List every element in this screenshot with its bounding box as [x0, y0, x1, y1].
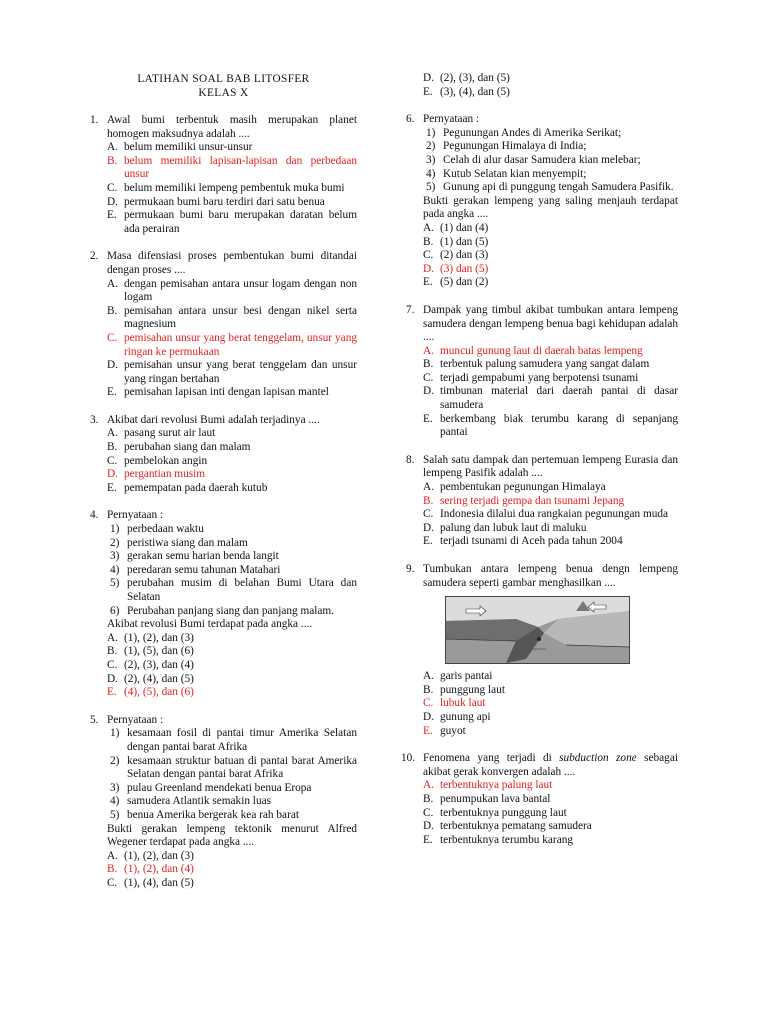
question-stem-text: Tumbukan antara lempeng benua dengn lempeng samudera seperti gambar menghasilkan .... — [423, 563, 678, 589]
question-stem — [423, 454, 678, 481]
answer-option[interactable] — [423, 820, 678, 834]
option-text: perubahan siang dan malam — [124, 441, 251, 454]
subduction-diagram-svg — [446, 597, 629, 663]
answer-option[interactable] — [107, 305, 357, 332]
statement-label: 5) — [426, 181, 436, 194]
question-stem — [423, 752, 678, 779]
statement-text: perubahan musim di belahan Bumi Utara dan Selatan — [127, 577, 357, 603]
statement-item — [107, 605, 357, 619]
answer-option[interactable] — [423, 535, 678, 549]
option-text: belum memiliki lapisan-lapisan dan perbedaan unsur — [124, 154, 357, 181]
answer-option[interactable] — [423, 236, 678, 250]
statement-label: 4) — [426, 167, 436, 180]
option-text: permukaan bumi baru merupakan daratan belum ada perairan — [124, 209, 357, 235]
question-stem-italic: subduction zone — [559, 752, 637, 765]
question-stem-followup: Bukti gerakan lempeng tektonik menurut Alfred Wegener terdapat pada angka .... — [107, 822, 357, 849]
answer-option[interactable] — [423, 522, 678, 536]
subtitle-line: KELAS X — [198, 87, 249, 99]
question-item — [406, 304, 678, 440]
answer-option[interactable] — [107, 182, 357, 196]
option-label: D. — [423, 385, 434, 398]
answer-option[interactable] — [107, 686, 357, 700]
statement-text: Perubahan panjang siang dan panjang malam. — [127, 604, 335, 617]
option-label: C. — [107, 181, 118, 194]
option-text: pemempatan pada daerah kutub — [124, 481, 268, 494]
answer-option[interactable] — [107, 386, 357, 400]
title-line: LATIHAN SOAL BAB LITOSFER — [137, 73, 310, 85]
answer-option[interactable] — [107, 332, 357, 359]
option-text: pemisahan lapisan inti dengan lapisan mantel — [124, 386, 329, 399]
answer-option[interactable] — [107, 141, 357, 155]
option-text: punggung laut — [440, 683, 505, 696]
question-stem — [107, 114, 357, 141]
option-text: belum memiliki unsur-unsur — [124, 141, 253, 154]
statement-item — [107, 727, 357, 754]
option-label: B. — [423, 358, 434, 371]
option-text: pemisahan unsur yang berat tenggelam dan unsur yang ringan bertahan — [124, 359, 357, 385]
question-stem — [107, 414, 357, 428]
answer-option[interactable] — [423, 508, 678, 522]
statement-text: pulau Greenland mendekati benua Eropa — [127, 781, 312, 794]
option-text: pembentukan pegunungan Himalaya — [440, 481, 606, 494]
option-text: garis pantai — [440, 670, 493, 683]
statement-item — [107, 523, 357, 537]
question-number: 9. — [406, 563, 415, 575]
option-label: B. — [107, 304, 118, 317]
statement-label: 5) — [110, 808, 120, 821]
question-stem — [107, 714, 357, 728]
option-label: C. — [107, 658, 118, 671]
question-number: 6. — [406, 113, 415, 126]
answer-option[interactable] — [107, 632, 357, 646]
question-stem-text: Pernyataan : — [107, 713, 164, 726]
question-stem — [423, 304, 678, 345]
statement-item — [107, 537, 357, 551]
option-label: E. — [423, 276, 433, 289]
answer-option[interactable] — [423, 72, 678, 86]
question-number: 7. — [406, 303, 415, 316]
answer-option[interactable] — [423, 276, 678, 290]
statement-item — [107, 577, 357, 604]
answer-option[interactable] — [423, 495, 678, 509]
option-text: Indonesia dilalui dua rangkaian pegunungan muda — [440, 508, 669, 521]
option-label: D. — [423, 262, 434, 275]
option-text: muncul gunung laut di daerah batas lempeng — [440, 344, 643, 357]
answer-option[interactable] — [423, 779, 678, 793]
left-column — [90, 72, 357, 890]
option-label: B. — [107, 863, 118, 876]
answer-option[interactable] — [107, 877, 357, 891]
option-text: (5) dan (2) — [440, 276, 489, 289]
option-label: A. — [107, 631, 118, 644]
answer-option[interactable] — [423, 697, 678, 711]
statement-item — [423, 140, 678, 154]
statement-text: Pegunungan Himalaya di India; — [443, 140, 587, 153]
answer-option[interactable] — [107, 278, 357, 305]
question-number: 10. — [401, 752, 416, 765]
question-stem — [107, 250, 357, 277]
statement-label: 6) — [110, 604, 120, 617]
option-text: lubuk laut — [440, 697, 486, 710]
option-text: (2), (4), dan (5) — [124, 672, 194, 685]
option-label: E. — [107, 686, 117, 699]
question-stem-text: Pernyataan : — [423, 113, 480, 126]
answer-option[interactable] — [423, 413, 678, 440]
statement-text: Celah di alur dasar Samudera kian melebar; — [443, 153, 641, 166]
option-label: D. — [107, 468, 118, 481]
option-text: (1), (2), dan (3) — [124, 849, 194, 862]
option-label: C. — [107, 331, 118, 344]
statement-label: 1) — [110, 523, 120, 536]
answer-option[interactable] — [423, 711, 678, 725]
option-text: belum memiliki lempeng pembentuk muka bumi — [124, 181, 345, 194]
answer-option[interactable] — [107, 850, 357, 864]
option-text: (2), (3), dan (5) — [440, 72, 510, 84]
option-label: E. — [423, 412, 433, 425]
question-number: 4. — [90, 509, 99, 522]
answer-option[interactable] — [107, 659, 357, 673]
statement-label: 2) — [110, 754, 120, 767]
question-number: 5. — [90, 713, 99, 726]
option-text: penumpukan lava bantal — [440, 792, 551, 805]
statement-label: 2) — [110, 536, 120, 549]
question-stem — [423, 113, 678, 127]
question-stem-text: sebagai akibat gerak konvergen adalah .... — [423, 752, 678, 778]
statement-item — [107, 564, 357, 578]
option-label: C. — [423, 249, 434, 262]
option-label: A. — [107, 277, 118, 290]
statement-label: 1) — [426, 126, 436, 139]
option-label: E. — [423, 724, 433, 737]
question-item — [406, 113, 678, 290]
statement-text: kesamaan fosil di pantai timur Amerika Selatan dengan pantai barat Afrika — [127, 727, 357, 753]
option-text: (1), (2), dan (3) — [124, 631, 194, 644]
option-label: A. — [423, 481, 434, 494]
left-question-list — [90, 114, 357, 890]
answer-option[interactable] — [107, 673, 357, 687]
option-label: C. — [423, 806, 434, 819]
question-stem-text: Akibat dari revolusi Bumi adalah terjadinya .... — [107, 413, 320, 426]
option-text: terbentuknya pematang samudera — [440, 820, 592, 833]
option-text: terjadi gempabumi yang berpotensi tsunami — [440, 371, 639, 384]
statement-text: peristiwa siang dan malam — [127, 536, 248, 549]
option-label: D. — [423, 710, 434, 723]
question-item — [90, 509, 357, 699]
option-label: A. — [423, 221, 434, 234]
option-label: B. — [107, 441, 118, 454]
statement-text: kesamaan struktur batuan di pantai barat Amerika Selatan dengan pantai barat Afrika — [127, 754, 357, 781]
option-label: D. — [107, 195, 118, 208]
statement-text: peredaran semu tahunan Matahari — [127, 563, 281, 576]
option-label: A. — [423, 344, 434, 357]
option-text: (1), (4), dan (5) — [124, 876, 194, 889]
answer-option[interactable] — [107, 645, 357, 659]
question-stem-text: Pernyataan : — [107, 509, 164, 522]
answer-option[interactable] — [423, 358, 678, 372]
statement-text: samudera Atlantik semakin luas — [127, 795, 272, 808]
option-text: berkembang biak terumbu karang di sepanjang pantai — [440, 412, 678, 439]
question-stem-text: Awal bumi terbentuk masih merupakan planet homogen maksudnya adalah .... — [107, 114, 357, 140]
question-item — [90, 714, 357, 891]
answer-option[interactable] — [107, 359, 357, 386]
option-text: terjadi tsunami di Aceh pada tahun 2004 — [440, 535, 623, 548]
answer-option[interactable] — [107, 155, 357, 182]
answer-option[interactable] — [423, 834, 678, 848]
answer-option[interactable] — [107, 863, 357, 877]
answer-option[interactable] — [423, 670, 678, 684]
question-stem-followup: Bukti gerakan lempeng yang saling menjauh terdapat pada angka .... — [423, 194, 678, 221]
answer-option[interactable] — [423, 372, 678, 386]
statement-item — [423, 168, 678, 182]
right-column — [401, 72, 678, 847]
option-text: timbunan material dari daerah pantai di dasar samudera — [440, 385, 678, 412]
option-text: (2) dan (3) — [440, 249, 489, 262]
option-label: D. — [107, 359, 118, 372]
statement-text: gerakan semu harian benda langit — [127, 550, 279, 563]
option-label: A. — [107, 849, 118, 862]
option-text: (1), (5), dan (6) — [124, 645, 194, 658]
question-body — [107, 114, 357, 236]
option-label: E. — [107, 209, 117, 222]
question-item — [406, 454, 678, 549]
statement-text: Gunung api di punggung tengah Samudera Pasifik. — [443, 181, 674, 194]
option-text: terbentuk palung samudera yang sangat dalam — [440, 358, 650, 371]
question-stem — [107, 509, 357, 523]
option-label: A. — [423, 779, 434, 792]
statement-item — [107, 755, 357, 782]
option-text: guyot — [440, 724, 466, 737]
option-text: (3) dan (5) — [440, 262, 489, 275]
option-text: (1), (2), dan (4) — [124, 863, 194, 876]
option-label: B. — [423, 235, 434, 248]
question-stem — [423, 563, 678, 590]
option-label: E. — [423, 85, 433, 98]
question-stem-text: Dampak yang timbul akibat tumbukan antara lempeng samudera dengan lempeng benua bagi kehidupan adalah .... — [423, 303, 678, 344]
answer-option[interactable] — [423, 684, 678, 698]
option-text: pemisahan unsur yang berat tenggelam, unsur yang ringan ke permukaan — [124, 331, 357, 358]
option-text: dengan pemisahan antara unsur logam dengan non logam — [124, 277, 357, 304]
option-text: permukaan bumi baru terdiri dari satu benua — [124, 195, 325, 208]
question-body — [107, 509, 357, 699]
question-body — [107, 714, 357, 891]
option-label: E. — [107, 386, 117, 399]
statement-text: benua Amerika bergerak kea rah barat — [127, 808, 299, 821]
question-body — [423, 563, 678, 738]
answer-option[interactable] — [107, 468, 357, 482]
answer-option[interactable] — [107, 482, 357, 496]
question-stem-text: Masa difensiasi proses pembentukan bumi ditandai dengan proses .... — [107, 250, 357, 276]
question-number: 1. — [90, 114, 99, 126]
option-text: palung dan lubuk laut di maluku — [440, 521, 587, 534]
continued-option-list — [406, 72, 678, 99]
question-number: 3. — [90, 413, 99, 426]
question-body — [423, 454, 678, 549]
question-body — [423, 304, 678, 440]
option-label: B. — [423, 494, 434, 507]
option-text: (4), (5), dan (6) — [124, 686, 194, 699]
option-text: pembelokan angin — [124, 454, 208, 467]
option-label: B. — [107, 154, 118, 167]
option-label: B. — [107, 645, 118, 658]
option-label: D. — [423, 820, 434, 833]
statement-label: 5) — [110, 577, 120, 590]
option-text: (1) dan (5) — [440, 235, 489, 248]
right-question-list — [401, 113, 678, 847]
option-label: E. — [423, 535, 433, 548]
option-text: terbentuknya punggung laut — [440, 806, 567, 819]
page-title — [90, 72, 357, 100]
option-text: pergantian musim — [124, 468, 206, 481]
option-text: pemisahan antara unsur besi dengan nikel serta magnesium — [124, 304, 357, 331]
option-text: (3), (4), dan (5) — [440, 85, 510, 98]
option-label: A. — [423, 670, 434, 683]
statement-label: 3) — [110, 550, 120, 563]
statement-item — [423, 181, 678, 195]
answer-option[interactable] — [423, 385, 678, 412]
option-label: C. — [423, 508, 434, 521]
answer-option[interactable] — [423, 86, 678, 100]
question-stem-text: Salah satu dampak dan pertemuan lempeng Eurasia dan lempeng Pasifik adalah .... — [423, 453, 678, 480]
answer-option[interactable] — [423, 807, 678, 821]
question-number: 2. — [90, 250, 99, 263]
question-body — [107, 250, 357, 400]
option-label: C. — [107, 454, 118, 467]
option-label: E. — [107, 481, 117, 494]
answer-option[interactable] — [423, 481, 678, 495]
continued-options — [406, 72, 678, 99]
option-label: D. — [423, 521, 434, 534]
option-text: terbentuknya terumbu karang — [440, 833, 574, 846]
answer-option[interactable] — [423, 345, 678, 359]
option-label: D. — [423, 72, 434, 84]
question-number: 8. — [406, 453, 415, 466]
answer-option[interactable] — [423, 793, 678, 807]
option-label: A. — [107, 427, 118, 440]
statement-text: Pegunungan Andes di Amerika Serikat; — [443, 126, 622, 139]
statement-label: 4) — [110, 563, 120, 576]
option-text: terbentuknya palung laut — [440, 779, 553, 792]
option-label: C. — [423, 697, 434, 710]
statement-label: 4) — [110, 795, 120, 808]
statement-item — [107, 550, 357, 564]
question-item — [406, 563, 678, 738]
question-item — [90, 414, 357, 496]
statement-item — [423, 154, 678, 168]
statement-label: 3) — [426, 153, 436, 166]
question-body — [423, 752, 678, 847]
option-label: C. — [423, 371, 434, 384]
answer-option[interactable] — [107, 196, 357, 210]
question-item — [401, 752, 678, 847]
option-label: B. — [423, 683, 434, 696]
option-text: gunung api — [440, 710, 491, 723]
answer-option[interactable] — [423, 263, 678, 277]
option-label: C. — [107, 876, 118, 889]
question-item — [90, 114, 357, 236]
statement-text: Kutub Selatan kian menyempit; — [443, 167, 587, 180]
statement-label: 2) — [426, 140, 436, 153]
option-text: (1) dan (4) — [440, 221, 489, 234]
question-body — [107, 414, 357, 496]
statement-item — [423, 127, 678, 141]
statement-item — [107, 809, 357, 823]
question-stem-followup: Akibat revolusi Bumi terdapat pada angka .... — [107, 618, 313, 631]
option-label: D. — [107, 672, 118, 685]
option-text: pasang surut air laut — [124, 427, 216, 440]
answer-option[interactable] — [423, 249, 678, 263]
option-label: B. — [423, 792, 434, 805]
option-text: (2), (3), dan (4) — [124, 658, 194, 671]
subduction-diagram-icon — [445, 596, 630, 664]
option-label: E. — [423, 833, 433, 846]
option-label: A. — [107, 141, 118, 154]
answer-option[interactable] — [107, 441, 357, 455]
answer-option[interactable] — [423, 222, 678, 236]
statement-item — [107, 795, 357, 809]
question-stem-text: Fenomena yang terjadi di — [423, 752, 560, 765]
statement-label: 1) — [110, 727, 120, 740]
question-body — [423, 113, 678, 290]
statement-text: perbedaan waktu — [127, 523, 204, 536]
answer-option[interactable] — [107, 209, 357, 236]
answer-option[interactable] — [107, 455, 357, 469]
answer-option[interactable] — [107, 427, 357, 441]
statement-item — [107, 782, 357, 796]
question-item — [90, 250, 357, 400]
option-text: sering terjadi gempa dan tsunami Jepang — [440, 494, 625, 507]
answer-option[interactable] — [423, 725, 678, 739]
statement-label: 3) — [110, 781, 120, 794]
